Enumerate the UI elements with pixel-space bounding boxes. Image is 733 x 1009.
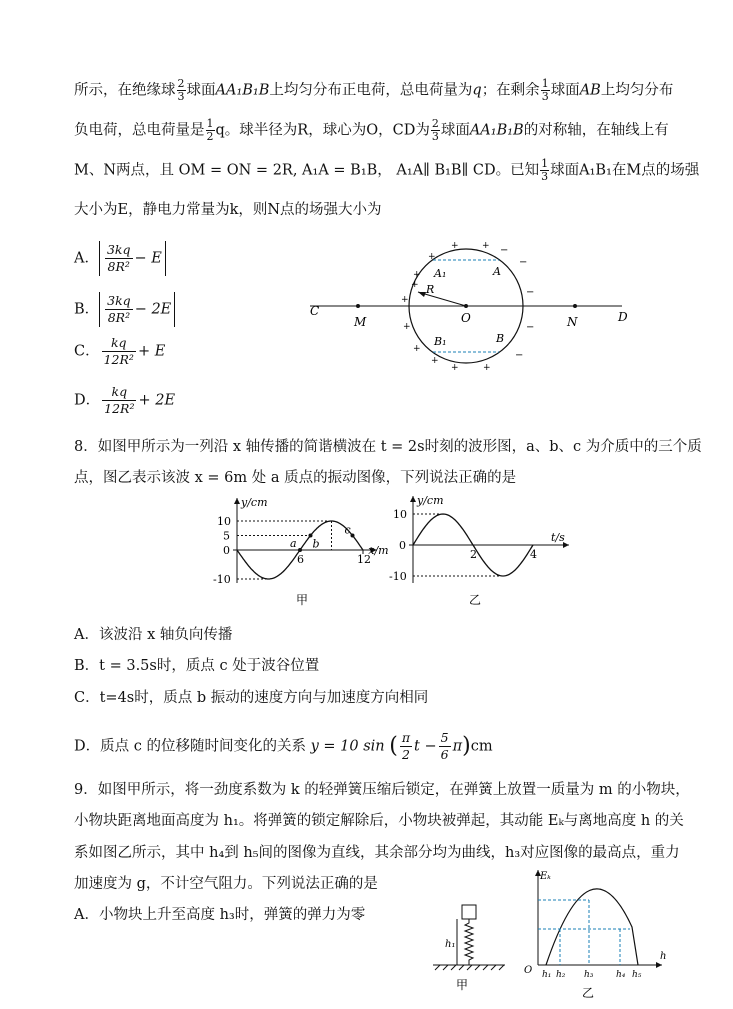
fraction-two-thirds-2: $\frac{2}{3}$ [431,117,439,143]
block [462,905,476,919]
y-axis-arrow [410,496,416,502]
svg-text:+: + [401,295,409,305]
q9-text-line-1: 9．如图甲所示，将一劲度系数为 k 的轻弹簧压缩后锁定，在弹簧上放置一质量为 m 的小物块， [74,782,690,798]
ttick-2: 2 [470,548,477,561]
ytick-10: 10 [393,508,407,521]
y-axis-label: y/cm [241,496,268,509]
t-axis-label: t/s [551,531,565,544]
ytick-10: 10 [217,515,231,528]
q9-option-a[interactable]: A．小物块上升至高度 h₃时，弹簧的弹力为零 [74,907,366,923]
q7-text-line-2: 负电荷，总电荷量是 $\frac{1}{2}$ q。球半径为R，球心为O，CD为 $\frac{2}{3}$ 球面AA₁B₁B的对称轴，在轴线上有 [74,117,669,143]
svg-text:+: + [451,241,459,251]
q8-text-line-2: 点，图乙表示该波 x = 6m 处 a 质点的振动图像，下列说法正确的是 [74,470,517,486]
spring [465,919,473,965]
label-b1: B₁ [434,335,447,348]
label-c: C [310,304,320,318]
q9-text-line-2: 小物块距离地面高度为 h₁。将弹簧的锁定解除后，小物块被弹起，其动能 Eₖ与离地高度 h 的关 [74,813,684,829]
plus-charges [401,241,491,373]
label-point-c: c [344,523,351,537]
label-n: N [567,315,578,329]
label-ek: Eₖ [540,871,551,882]
q9-text-line-4: 加速度为 g，不计空气阻力。下列说法正确的是 [74,876,378,892]
point-m [356,304,360,308]
ek-figure-yi [520,865,670,1005]
q8-option-c[interactable]: C．t=4s时，质点 b 振动的速度方向与加速度方向相同 [74,690,429,706]
sphere-diagram [300,235,640,375]
wave-figure-jia [205,490,389,610]
point-a [298,548,302,552]
xtick-6: 6 [297,553,304,566]
fraction-one-third: $\frac{1}{3}$ [541,77,549,103]
q7-text-line-1: 所示，在绝缘球 $\frac{2}{3}$ 球面AA₁B₁B上均匀分布正电荷，总电荷量为q；在剩余 $\frac{1}{3}$ 球面AB上均匀分布 [74,77,674,103]
q7-option-b[interactable]: B． $\frac{3kq}{\text{8R²}}$ − 2E [74,292,175,327]
ytick-0: 0 [399,539,406,552]
text-fragment: 所示，在绝缘球 [74,82,176,99]
guide-lines [538,900,630,965]
label-point-b: b [312,537,320,551]
label-o: O [461,311,471,325]
ground-hatch [435,965,504,970]
minus-charges [500,245,534,361]
point-c [351,534,355,538]
tick-h5: h₅ [632,970,642,980]
label-a: A [493,265,501,278]
svg-text:+: + [413,344,421,354]
q7-option-a[interactable]: A． $\frac{3kq}{\text{8R²}}$ − E [74,241,166,276]
q9-text-line-3: 系如图乙所示，其中 h₄到 h₅间的图像为直线，其余部分均为曲线，h₃对应图像的最高点，重力 [74,845,680,861]
q7-text-line-4: 大小为E，静电力常量为k，则N点的场强大小为 [74,202,382,218]
x-axis-label: x/m [368,544,389,557]
ytick-0: 0 [223,544,230,557]
q8-option-b[interactable]: B．t = 3.5s时，质点 c 处于波谷位置 [74,658,320,674]
label-b: B [496,332,505,345]
vibration-figure-yi [380,490,570,610]
svg-text:−: − [526,322,535,333]
caption-jia: 甲 [296,593,309,607]
svg-text:−: − [500,245,509,256]
q8-option-d[interactable]: D．质点 c 的位移随时间变化的关系 y = 10 sin ( $\frac{\pi}{2}$ t − $\frac{5}{6}$ π)cm [74,730,493,762]
point-o [464,304,468,308]
label-h: h [660,951,667,962]
caption-yi: 乙 [469,593,482,607]
fraction-one-third-2: $\frac{1}{3}$ [541,157,549,183]
tick-h2: h₂ [556,970,566,980]
y-axis-arrow [234,498,240,504]
q7-option-d[interactable]: D． $\frac{kq}{\text{12R²}}$ + 2E [74,384,176,416]
svg-text:+: + [482,241,490,251]
h-arrow [656,962,662,968]
caption-yi: 乙 [582,986,595,1000]
svg-text:−: − [519,257,528,268]
q8-option-a[interactable]: A．该波沿 x 轴负向传播 [74,627,233,643]
ytick-minus-10: -10 [213,573,231,586]
label-d: D [618,310,628,324]
q8-text-line-1: 8．如图甲所示为一列沿 x 轴传播的简谐横波在 t = 2s时刻的波形图，a、b、c 为介质中的三个质 [74,439,702,455]
label-m: M [354,315,367,329]
fraction-two-thirds: $\frac{2}{3}$ [177,77,185,103]
ytick-5: 5 [223,529,230,543]
point-n [573,304,577,308]
svg-text:+: + [428,252,436,262]
y-axis-label: y/cm [417,494,444,507]
ytick-minus-10: -10 [389,570,407,583]
label-a1: A₁ [434,267,447,280]
q7-option-c[interactable]: C． $\frac{kq}{\text{12R²}}$ + E [74,335,166,367]
svg-text:−: − [515,350,524,361]
label-h1: h₁ [445,939,456,950]
ttick-4: 4 [530,548,537,561]
svg-text:+: + [411,280,419,290]
svg-text:+: + [451,363,459,373]
label-origin: O [524,965,533,976]
radius-arrow [418,292,426,297]
tick-h1: h₁ [542,970,552,980]
q7-text-line-3: M、N两点，且 OM = ON = 2R, A₁A = B₁B， A₁A∥ B₁B∥ CD。已知 $\frac{1}{3}$ 球面A₁B₁在M点的场强 [74,157,700,183]
caption-jia: 甲 [456,978,469,992]
label-point-a: a [290,537,297,550]
spring-figure-jia [425,895,515,1005]
svg-text:+: + [483,363,491,373]
svg-text:+: + [403,322,411,332]
svg-text:−: − [526,287,535,298]
tick-h3: h₃ [584,970,594,980]
xtick-12: 12 [357,553,371,566]
tick-h4: h₄ [616,970,626,980]
svg-text:+: + [413,270,421,280]
fraction-one-half: $\frac{1}{2}$ [206,117,214,143]
label-r: R [426,283,435,296]
svg-text:+: + [431,356,439,366]
